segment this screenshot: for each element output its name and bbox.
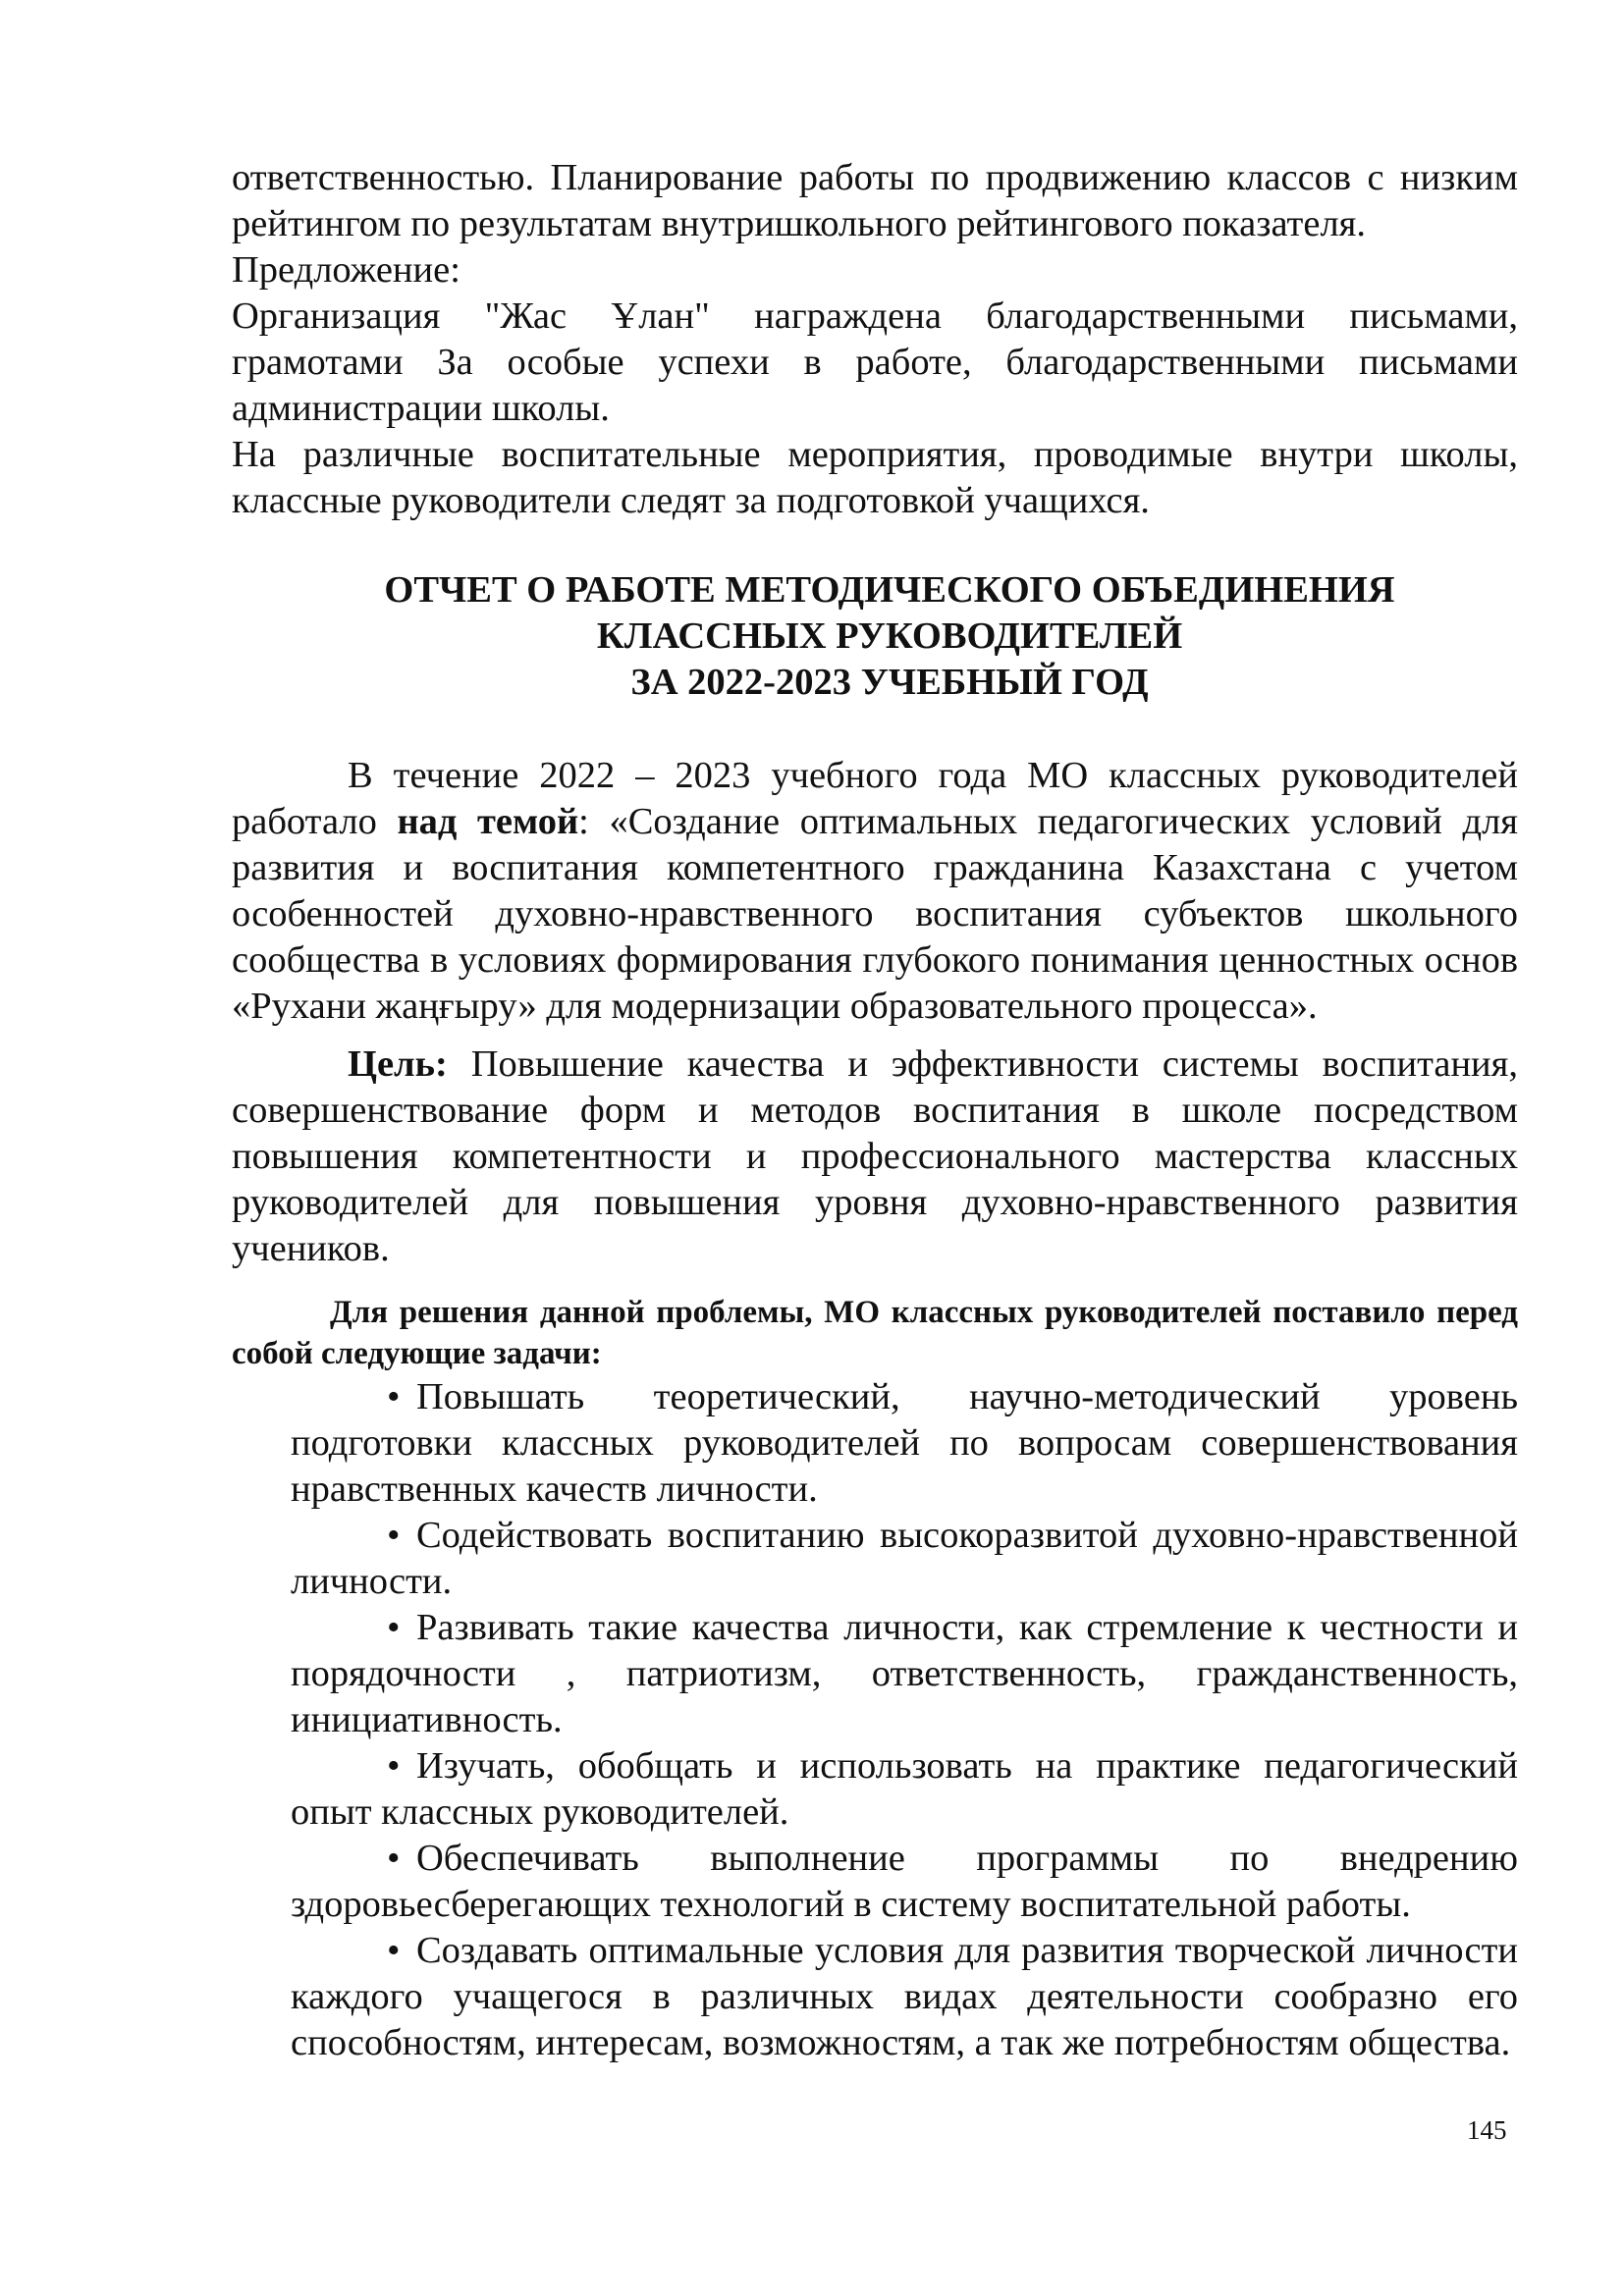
list-item: • Создавать оптимальные условия для развития творческой личности каждого учащегося в различных видах деятельности сообразно его способностям, интересам, возможностям, а так же потребностям общества.: [291, 1930, 1518, 2063]
page-number: 145: [1467, 2115, 1507, 2145]
list-item: • Обеспечивать выполнение программы по внедрению здоровьесберегающих технологий в систему воспитательной работы.: [291, 1838, 1518, 1925]
bullet-icon: •: [387, 1838, 401, 1879]
tasks-list: [232, 1374, 1518, 2066]
tasks-heading: Для решения данной проблемы, МО классных руководителей поставило перед собой следующие задачи:: [232, 1295, 1518, 1371]
list-item: • Повышать теоретический, научно-методический уровень подготовки классных руководителей по вопросам совершенствования нравственных качеств личности.: [291, 1376, 1518, 1510]
intro-paragraph-3: Организация "Жас Ұлан" награждена благодарственными письмами, грамотами За особые успехи в работе, благодарственными письмами администрации школы.: [232, 295, 1518, 429]
document-page: [232, 155, 1518, 2066]
bullet-icon: •: [387, 1376, 401, 1417]
report-title-line-3: ЗА 2022-2023 УЧЕБНЫЙ ГОД: [630, 662, 1149, 703]
report-title: [232, 567, 1518, 706]
goal-text: Повышение качества и эффективности системы воспитания, совершенствование форм и методов воспитания в школе посредством повышения компетентности и профессионального мастерства классных руководителей для повышения уровня духовно-нравственного развития учеников.: [232, 1043, 1518, 1269]
report-title-line-1: ОТЧЕТ О РАБОТЕ МЕТОДИЧЕСКОГО ОБЪЕДИНЕНИЯ: [384, 569, 1395, 611]
bullet-icon: •: [387, 1745, 401, 1787]
report-title-line-2: КЛАССНЫХ РУКОВОДИТЕЛЕЙ: [596, 615, 1183, 657]
theme-label: над темой: [397, 801, 579, 842]
intro-paragraph-1: ответственностью. Планирование работы по продвижению классов с низким рейтингом по результатам внутришкольного рейтингового показателя.: [232, 157, 1518, 244]
list-item: • Развивать такие качества личности, как стремление к честности и порядочности , патриотизм, ответственность, гражданственность, инициативность.: [291, 1607, 1518, 1740]
theme-lead: В течение 2022 – 2023 учебного года МО классных руководителей работало: [232, 755, 1518, 842]
list-item: • Содействовать воспитанию высокоразвитой духовно-нравственной личности.: [291, 1515, 1518, 1602]
theme-paragraph: [232, 753, 1518, 1030]
goal-label: Цель:: [348, 1043, 448, 1085]
bullet-icon: •: [387, 1607, 401, 1648]
intro-paragraph-4: На различные воспитательные мероприятия, проводимые внутри школы, классные руководители следят за подготовкой учащихся.: [232, 434, 1518, 521]
theme-text: : «Создание оптимальных педагогических условий для развития и воспитания компетентного гражданина Казахстана с учетом особенностей духовно-нравственного воспитания субъектов школьного сообщества в условиях формирования глубокого понимания ценностных основ «Рухани жаңғыру» для модернизации образовательного процесса».: [232, 801, 1519, 1027]
list-item: • Изучать, обобщать и использовать на практике педагогический опыт классных руководителей.: [291, 1745, 1518, 1833]
intro-paragraph-2: Предложение:: [232, 249, 460, 291]
bullet-icon: •: [387, 1515, 401, 1556]
goal-paragraph: [232, 1041, 1518, 1272]
bullet-icon: •: [387, 1930, 401, 1971]
